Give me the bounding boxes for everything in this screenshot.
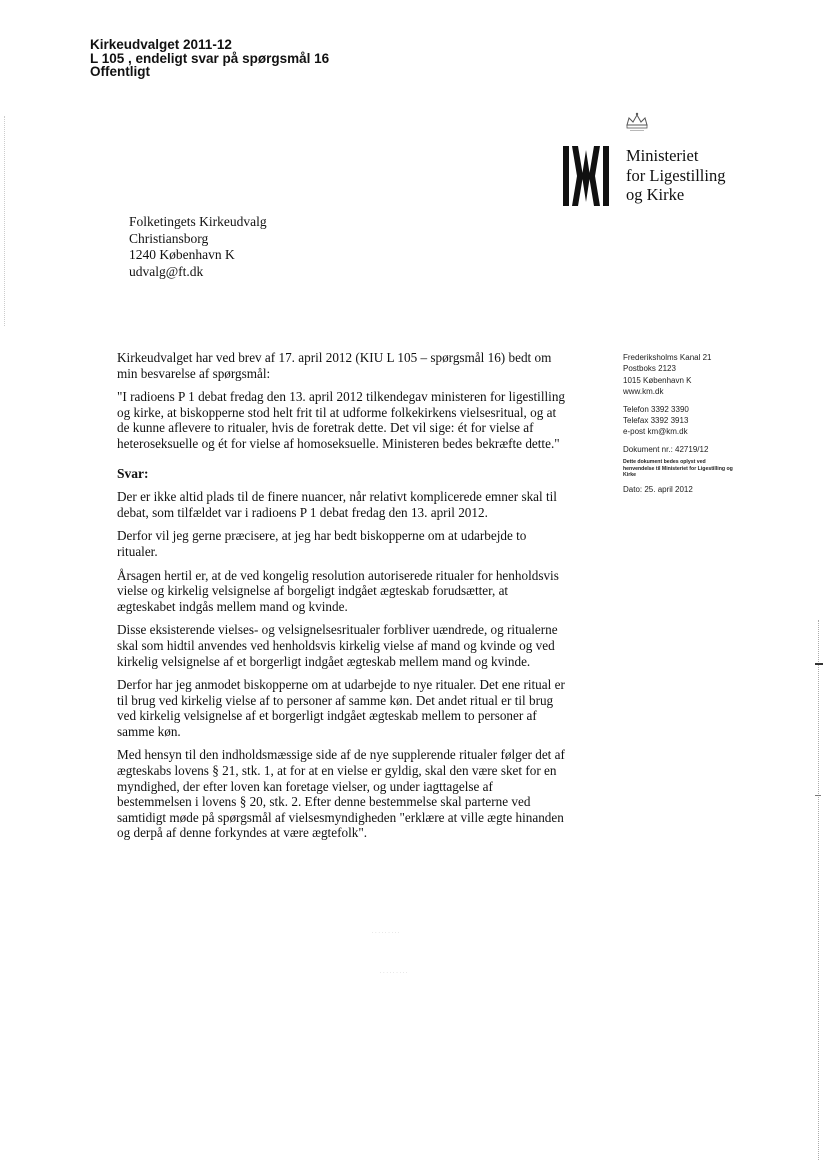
answer-heading: Svar: <box>117 465 149 481</box>
recipient-city: 1240 København K <box>129 247 235 262</box>
intro-paragraph: Kirkeudvalget har ved brev af 17. april 2012 (KIU L 105 – spørgsmål 16) bedt om min besvarelse af spørgsmål: <box>117 350 552 381</box>
letter-body <box>117 350 567 849</box>
scan-artifact-right <box>818 620 820 1160</box>
scan-dots-1: ········· <box>372 930 402 935</box>
answer-paragraph-3: Årsagen hertil er, at de ved kongelig resolution autoriserede ritualer for henholdsvis vielse og kirkelig velsignelse af borgeligt indgået ægteskab forudsætter, at ægteskabet indgås mellem mand og kvinde. <box>117 567 559 614</box>
header-reference: L 105 , endeligt svar på spørgsmål 16 <box>90 50 330 66</box>
header-classification: Offentligt <box>90 64 150 79</box>
scan-mark-right <box>815 663 823 665</box>
royal-crown-icon <box>624 112 650 132</box>
ministry-stripes-logo <box>563 146 609 206</box>
scan-mark-right-2 <box>815 795 821 796</box>
question-quote: "I radioens P 1 debat fredag den 13. april 2012 tilkendegav ministeren for ligestilling og kirke, at biskopperne stod helt frit til at udforme folkekirkens vielsesritual, og at de kunne aflevere to ritualer, hvis de foretrak dette. Det vil sige: ét for vielse af heteroseksuelle og ét for vielse af homoseksuelle. Ministeren bedes bekræfte dette." <box>117 389 566 451</box>
ministry-name <box>626 146 725 205</box>
document-date: Dato: 25. april 2012 <box>623 485 693 495</box>
sender-email: e-post km@km.dk <box>623 427 688 437</box>
answer-paragraph-1: Der er ikke altid plads til de finere nuancer, når relativt komplicerede emner skal til debat, som tilfældet var i radioens P 1 debat fredag den 13. april 2012. <box>117 489 557 520</box>
answer-paragraph-4: Disse eksisterende vielses- og velsignelsesritualer forbliver uændrede, og ritualerne skal som hidtil anvendes ved henholdsvis kirkelig vielse af mand og kvinde og ved kirkelig velsignelse af et borgerligt indgået ægteskab mellem mand og kvinde. <box>117 622 558 669</box>
sender-info-column <box>623 352 733 496</box>
sender-phone: Telefon 3392 3390 <box>623 404 689 414</box>
ministry-line-3: og Kirke <box>626 185 685 204</box>
recipient-name: Folketingets Kirkeudvalg <box>129 214 267 229</box>
ministry-line-1: Ministeriet <box>626 146 699 165</box>
scan-artifact-left <box>4 116 6 326</box>
header-committee: Kirkeudvalget 2011-12 <box>90 37 232 52</box>
reference-notice: Dette dokument bedes oplyst ved henvendelse til Ministeriet for Ligestilling og Kirke <box>623 459 733 479</box>
answer-paragraph-6: Med hensyn til den indholdsmæssige side af de nye supplerende ritualer følger det af ægteskabs lovens § 21, stk. 1, at for at en vielse er gyldig, skal den være sket for en myndighed, der efter loven kan foretage vielser, og under iagttagelse af bestemmelsen i lovens § 20, stk. 2. Efter denne bestemmelse skal parterne ved samtidigt møde på spørgsmål af vielsesmyndigheden "erklære at ville ægte hinanden og derpå af denne forkyndes at være ægtefolk". <box>117 747 565 841</box>
sender-website: www.km.dk <box>623 387 664 397</box>
answer-paragraph-5: Derfor har jeg anmodet biskopperne om at udarbejde to nye ritualer. Det ene ritual er til brug ved kirkelig vielse af to personer af samme køn. Det andet ritual er til brug ved kirkelig velsignelse af et borgerligt indgået ægteskab mellem to personer af samme køn. <box>117 677 565 739</box>
scan-dots-2: ········· <box>380 970 410 975</box>
sender-street: Frederiksholms Kanal 21 <box>623 353 712 362</box>
answer-paragraph-2: Derfor vil jeg gerne præcisere, at jeg har bedt biskopperne om at udarbejde to ritualer. <box>117 528 527 559</box>
document-number: Dokument nr.: 42719/12 <box>623 444 709 454</box>
recipient-email: udvalg@ft.dk <box>129 263 204 279</box>
sender-city: 1015 København K <box>623 375 692 385</box>
recipient-address <box>129 214 267 280</box>
ministry-line-2: for Ligestilling <box>626 165 726 185</box>
document-header <box>90 38 329 79</box>
recipient-building: Christiansborg <box>129 230 209 246</box>
sender-fax: Telefax 3392 3913 <box>623 416 689 426</box>
sender-postbox: Postboks 2123 <box>623 364 676 374</box>
